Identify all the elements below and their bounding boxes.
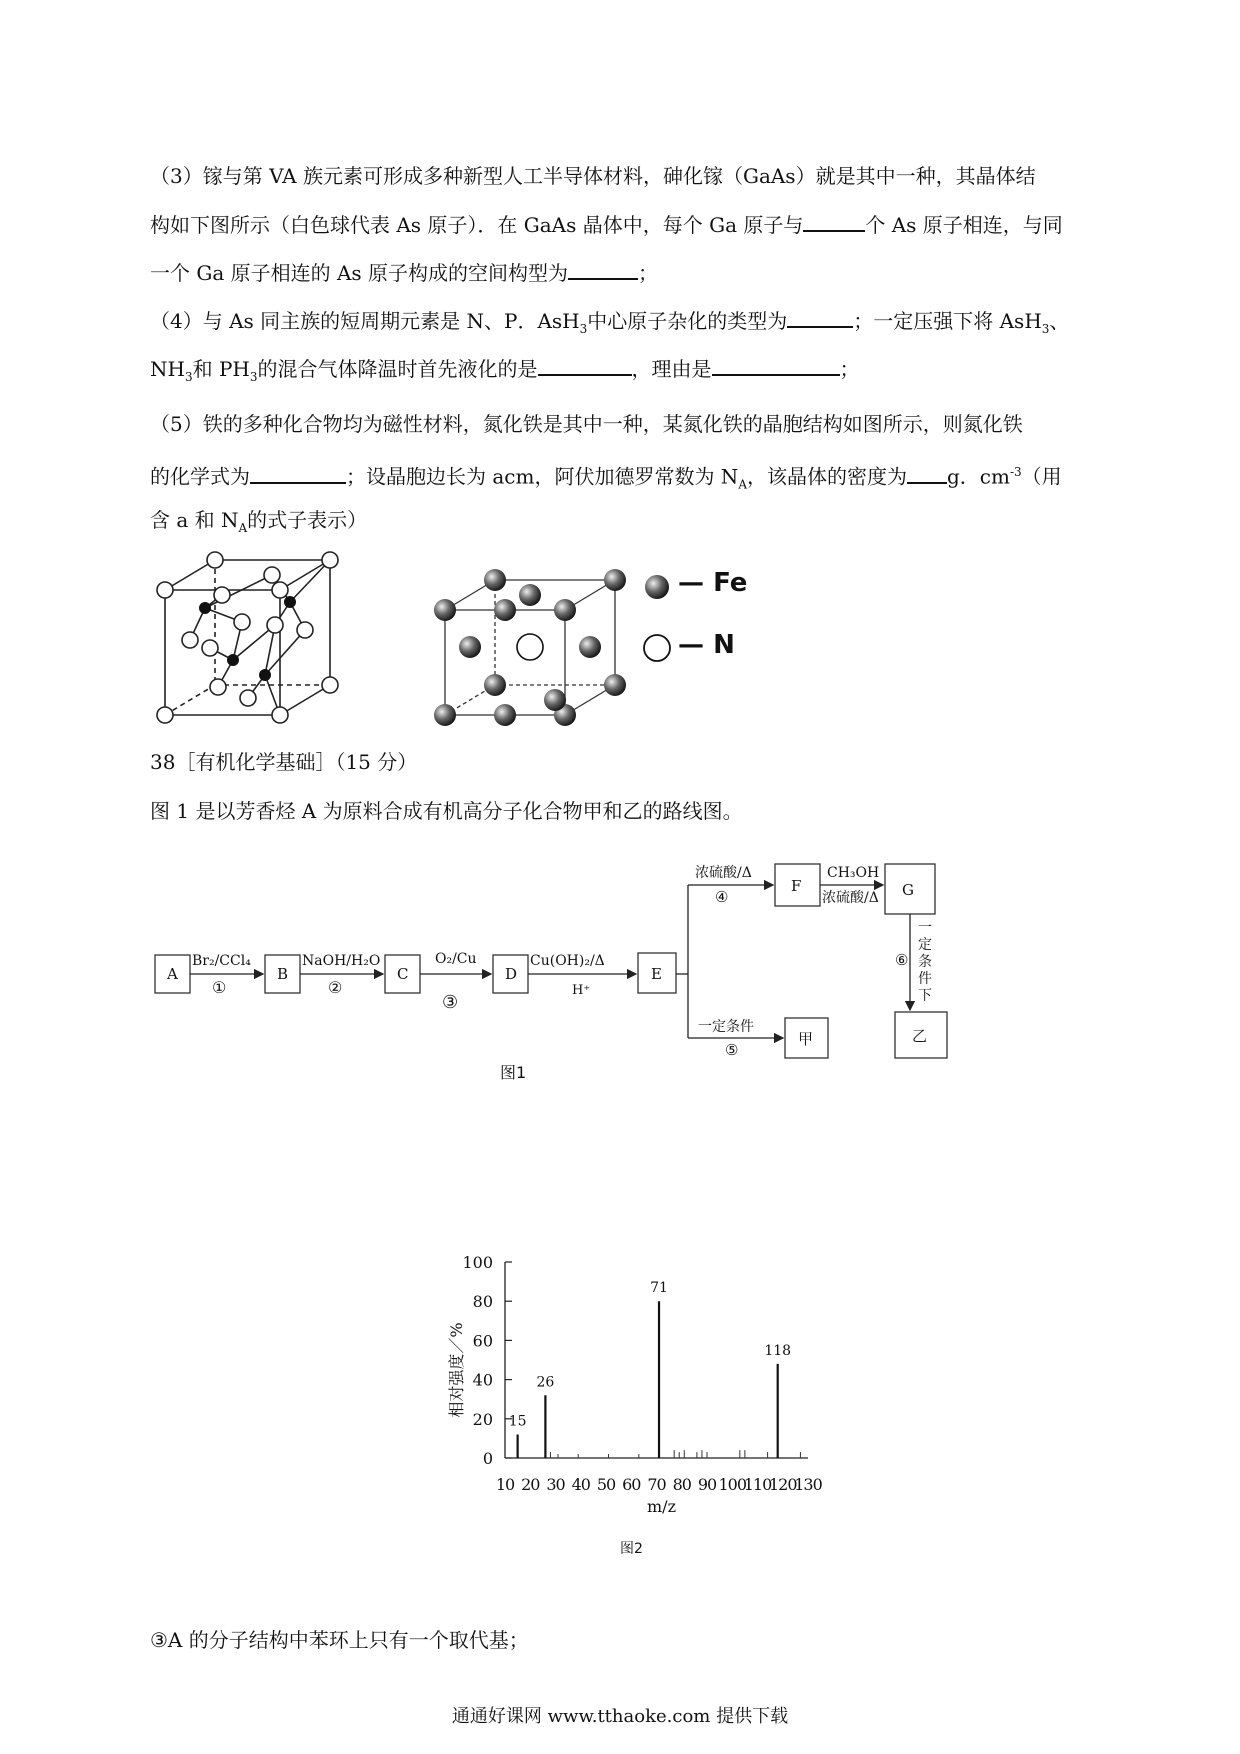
reagent-g: CH₃OH xyxy=(827,865,880,881)
q38-title: 38［有机化学基础］（15 分） xyxy=(150,750,418,774)
cond-6-char3: 条 xyxy=(918,954,932,970)
q4-sub: 3 xyxy=(579,322,588,336)
node-yi-label: 乙 xyxy=(912,1027,928,1045)
iron-nitride-cell-figure xyxy=(430,555,630,730)
q5-line2-text-c: ，该晶体的密度为 xyxy=(746,464,907,489)
q3-line2 xyxy=(150,210,1100,239)
n-legend-label: N xyxy=(713,630,735,660)
q4-line2-text-c: 的混合气体降温时首先液化的是 xyxy=(257,357,538,381)
q5-line2-end: （用 xyxy=(1021,464,1062,489)
x-tick-label: 20 xyxy=(521,1475,540,1494)
q4-line2-end: ； xyxy=(839,357,860,381)
peak-label: 118 xyxy=(764,1342,792,1359)
node-a-label: A xyxy=(167,965,178,983)
q4-line2-text: NH xyxy=(150,357,185,381)
q5-line2-text: 的化学式为 xyxy=(150,464,250,489)
q3-line2-text: 构如下图所示（白色球代表 As 原子）．在 GaAs 晶体中，每个 Ga 原子与 xyxy=(150,213,804,237)
q4-line1-text-b: 中心原子杂化的类型为 xyxy=(587,309,788,333)
q4-sub: 3 xyxy=(184,370,193,384)
q4-line1-text-d: 、 xyxy=(1049,309,1070,333)
q3-line3-text: 一个 Ga 原子相连的 As 原子构成的空间构型为 xyxy=(150,261,569,285)
x-tick-label: 130 xyxy=(794,1475,822,1494)
x-tick-label: 100 xyxy=(718,1475,747,1494)
q4-line2-text-d: ，理由是 xyxy=(631,357,712,381)
x-tick-label: 60 xyxy=(622,1475,641,1494)
peak-label: 15 xyxy=(508,1413,527,1430)
y-tick-label: 60 xyxy=(472,1331,493,1351)
x-tick-label: 90 xyxy=(697,1475,717,1494)
x-tick-label: 30 xyxy=(546,1475,565,1494)
cond-6-char2: 定 xyxy=(918,937,932,953)
reagent-g-catalyst: 浓硫酸/Δ xyxy=(822,890,879,906)
q3-line3-end: ； xyxy=(638,261,659,285)
q4-sub: 3 xyxy=(249,370,258,384)
step-6: ⑥ xyxy=(895,951,909,969)
step-2: ② xyxy=(328,978,343,997)
q4-blank-3[interactable] xyxy=(712,354,840,376)
q4-blank-1[interactable] xyxy=(787,306,853,328)
cond-6-char5: 下 xyxy=(918,988,932,1004)
node-e-label: E xyxy=(651,965,662,983)
q5-line2-text-b: ；设晶胞边长为 acm，阿伏加德罗常数为 N xyxy=(346,464,739,489)
step-5: ⑤ xyxy=(725,1041,739,1059)
cond-5: 一定条件 xyxy=(698,1019,754,1035)
n-legend-icon xyxy=(640,632,674,664)
peak-label: 26 xyxy=(536,1374,555,1391)
y-tick-label: 40 xyxy=(472,1370,493,1390)
x-tick-label: 120 xyxy=(768,1475,797,1494)
y-tick-label: 100 xyxy=(462,1253,493,1272)
step-4: ④ xyxy=(715,888,729,906)
fe-legend: — Fe xyxy=(678,568,748,598)
q4-line1-text: （4）与 As 同主族的短周期元素是 N、P．AsH xyxy=(150,309,580,333)
y-tick-label: 20 xyxy=(472,1409,493,1429)
x-tick-label: 80 xyxy=(672,1475,691,1494)
fe-legend-icon xyxy=(642,572,672,602)
q5-line3 xyxy=(150,506,1100,542)
y-tick-label: 80 xyxy=(472,1292,493,1312)
node-f-label: F xyxy=(791,877,802,895)
peak-label: 71 xyxy=(650,1280,668,1297)
q5-blank-1[interactable] xyxy=(250,462,346,484)
footer: 通通好课网 www.tthaoke.com 提供下载 xyxy=(451,1706,789,1727)
figure-1-caption: 图1 xyxy=(500,1063,527,1082)
x-tick-label: 40 xyxy=(571,1475,590,1494)
mass-spectrum-chart xyxy=(400,1250,850,1580)
reagent-2: NaOH/H₂O xyxy=(302,953,381,969)
q5-sub: A xyxy=(738,477,747,492)
reagent-f: 浓硫酸/Δ xyxy=(695,865,752,881)
q3-line2-text-b: 个 As 原子相连，与同 xyxy=(865,213,1063,237)
q5-unit: g．cm xyxy=(946,464,1010,489)
q-note: ③A 的分子结构中苯环上只有一个取代基； xyxy=(150,1628,529,1652)
x-tick-label: 70 xyxy=(647,1475,666,1494)
gaas-structure-figure xyxy=(150,550,350,730)
q3-line1: （3）镓与第 VA 族元素可形成多种新型人工半导体材料，砷化镓（GaAs）就是其中一种，其晶体结 xyxy=(150,164,1036,188)
q3-blank-2[interactable] xyxy=(568,258,638,280)
synthesis-route-diagram xyxy=(150,850,950,1080)
q5-line3-text: 含 a 和 N xyxy=(150,508,239,532)
q4-line2-text-b: 和 PH xyxy=(192,357,250,381)
q4-line1 xyxy=(150,306,1100,343)
reagent-1: Br₂/CCl₄ xyxy=(192,953,251,969)
n-legend: — N xyxy=(678,630,735,660)
q5-line2 xyxy=(150,458,1100,499)
node-c-label: C xyxy=(397,965,409,983)
node-d-label: D xyxy=(505,965,518,983)
reagent-4: Cu(OH)₂/Δ xyxy=(530,953,605,969)
cond-6-char1: 一 xyxy=(918,920,932,936)
q38-intro: 图 1 是以芳香烃 A 为原料合成有机高分子化合物甲和乙的路线图。 xyxy=(150,799,743,823)
x-axis-label: m/z xyxy=(647,1497,676,1516)
y-axis-label: 相对强度／% xyxy=(447,1322,466,1418)
fe-legend-label: Fe xyxy=(713,568,748,598)
x-tick-label: 10 xyxy=(495,1475,515,1494)
figure-2-caption: 图2 xyxy=(620,1541,643,1557)
q4-sub: 3 xyxy=(1041,322,1050,336)
step-3: ③ xyxy=(442,992,459,1013)
q4-line1-text-c: ；一定压强下将 AsH xyxy=(853,309,1042,333)
x-tick-label: 50 xyxy=(596,1475,616,1494)
q4-blank-2[interactable] xyxy=(538,354,632,376)
q5-blank-2[interactable] xyxy=(907,462,947,484)
reagent-4-acid: H⁺ xyxy=(572,983,591,998)
q3-blank-1[interactable] xyxy=(803,210,865,232)
node-b-label: B xyxy=(277,965,289,983)
q5-sup: -3 xyxy=(1009,465,1022,479)
cond-6-char4: 件 xyxy=(918,971,932,987)
q5-sub: A xyxy=(238,521,248,535)
q3-line3 xyxy=(150,258,1100,287)
q5-line3-text-b: 的式子表示） xyxy=(247,508,368,532)
q4-line2 xyxy=(150,354,1100,391)
node-jia-label: 甲 xyxy=(798,1030,814,1048)
y-tick-label: 0 xyxy=(482,1449,493,1468)
node-g-label: G xyxy=(902,881,914,899)
x-tick-label: 110 xyxy=(743,1475,772,1494)
q5-line1: （5）铁的多种化合物均为磁性材料，氮化铁是其中一种，某氮化铁的晶胞结构如图所示，则氮化铁 xyxy=(150,412,1023,436)
reagent-3: O₂/Cu xyxy=(435,951,477,967)
step-1: ① xyxy=(212,978,227,997)
